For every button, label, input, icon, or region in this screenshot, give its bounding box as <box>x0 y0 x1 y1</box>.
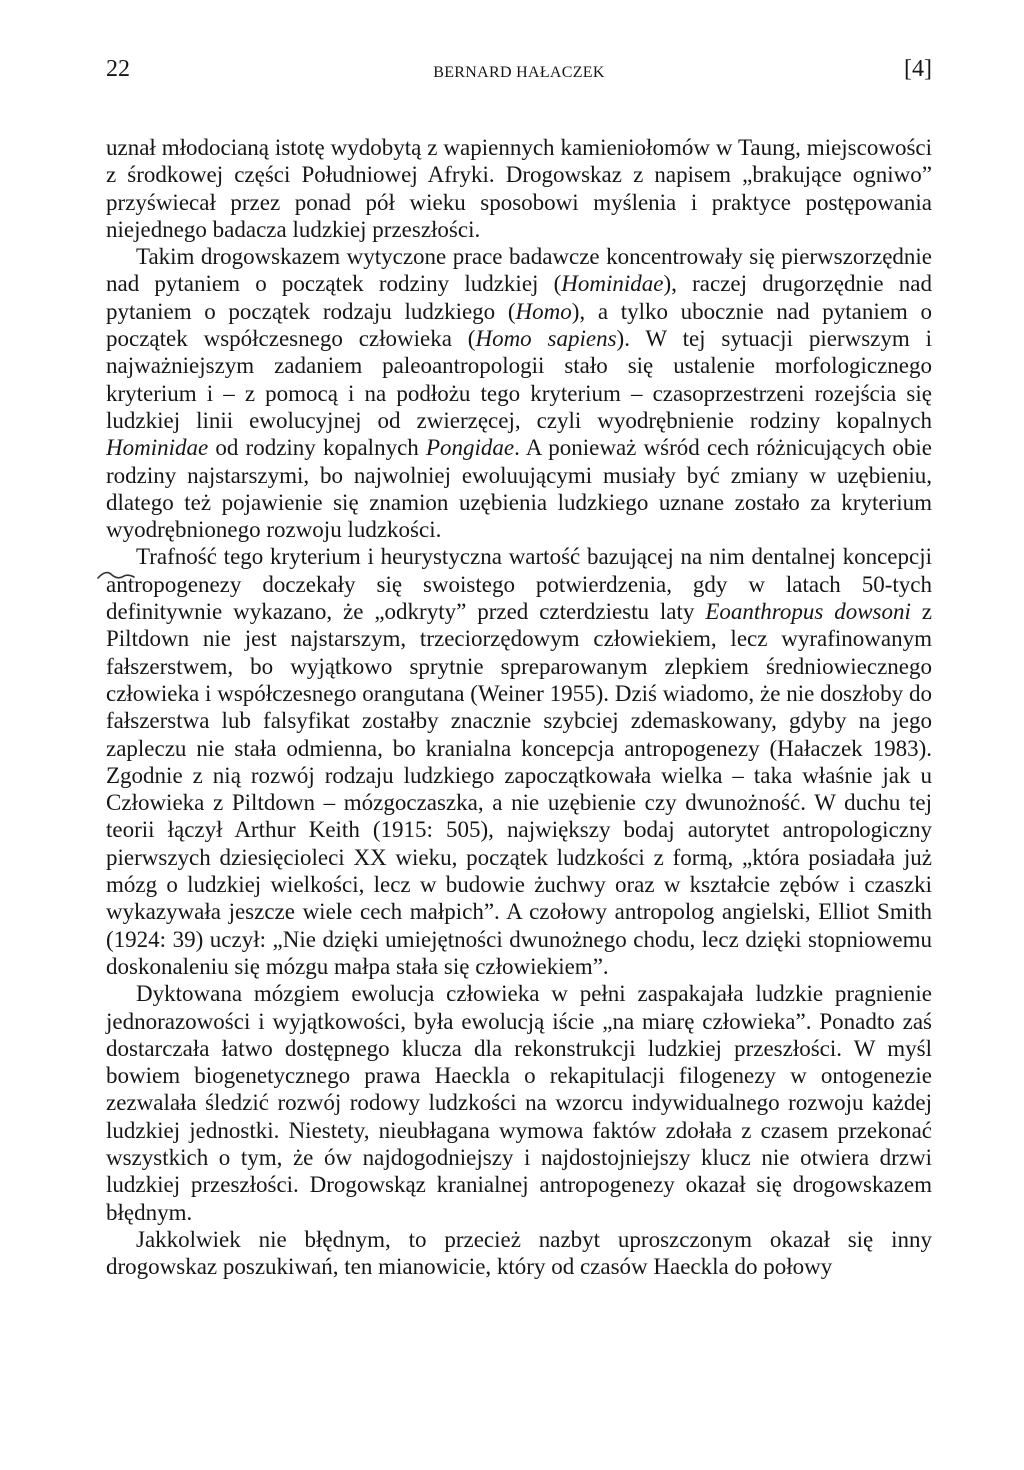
italic-term: Hominidae <box>106 435 209 461</box>
italic-term: Pongidae <box>425 435 515 461</box>
text-run: z Piltdown nie jest najstarszym, trzeciorzędowym człowiekiem, lecz wyrafinowanym fałszerstwem, bo wyjątkowo sprytnie spreparowanym zlepkiem średniowiecznego człowieka i współczesnego orangutana (Weiner 1955). Dziś wiadomo, że nie doszłoby do fałszerstwa lub falsyfikat zostałby znacznie szybciej zdemaskowany, gdyby na jego zapleczu nie stała odmienna, bo kranialna koncepcja antropogenezy (Hałaczek 1983). Zgodnie z nią rozwój rodzaju ludzkiego zapoczątkowała wielka – taka właśnie jak u Człowieka z Piltdown – mózgoczaszka, a nie uzębienie czy dwunożność. W duchu tej teorii łączył Arthur Keith (1915: 505), największy bodaj autorytet antropologiczny pierwszych dziesięcioleci XX wieku, początek ludzkości z formą, „która posiadała już mózg o ludzkiej wielkości, lecz w budowie żuchwy oraz w kształcie zębów i czaszki wykazywała jeszcze wiele cech małpich”. A czołowy antropolog angielski, Elliot Smith (1924: 39) uczył: „Nie dzięki umiejętności dwunożnego chodu, lecz dzięki stopniowemu doskonaleniu się mózgu małpa stała się człowiekiem”. <box>106 599 932 979</box>
paragraph-3 <box>106 543 932 980</box>
italic-term: Homo <box>515 298 572 324</box>
text-run: Jakkolwiek nie błędnym, to przecież nazbyt uproszczonym okazał się inny drogowskaz poszukiwań, ten mianowicie, który od czasów Haeckla do połowy <box>106 1226 932 1280</box>
text-run: Trafność tego kryterium i heurystyczna wartość bazującej na nim dentalnej koncepcji antropogenezy doczekały się swoistego potwierdzenia, gdy w latach 50-tych definitywnie wykazano, że „odkryty” przed czterdziestu laty <box>106 544 932 625</box>
paragraph-5 <box>106 1226 932 1281</box>
text-run: . A ponieważ wśród cech różnicujących obie rodziny najstarszymi, bo najwolniej ewoluującymi musiały być zmiany w uzębieniu, dlatego też pojawienie się znamion uzębienia ludzkiego uznane zostało za kryterium wyodrębnionego rozwoju ludzkości. <box>106 435 932 543</box>
text-run: Dyktowana mózgiem ewolucja człowieka w pełni zaspakajała ludzkie pragnienie jednorazowości i wyjątkowości, była ewolucją iście „na miarę człowieka”. Ponadto zaś dostarczała łatwo dostępnego klucza dla rekonstrukcji ludzkiej przeszłości. W myśl bowiem biogenetycznego prawa Haeckla o rekapitulacji filogenezy w ontogenezie zezwalała śledzić rozwój rodowy ludzkości na wzorcu indywidualnego rozwoju każdej ludzkiej jednostki. Niestety, nieubłagana wymowa faktów zdołała z czasem przekonać wszystkich o tym, że ów najdogodniejszy i najdostojniejszy klucz nie otwiera drzwi ludzkiej przeszłości. Drogowskąz kranialnej antropogenezy okazał się drogowskazem błędnym. <box>106 981 932 1225</box>
running-head: BERNARD HAŁACZEK <box>433 64 605 81</box>
text-run: ), raczej drugorzędnie nad pytaniem o początek rodzaju ludzkiego ( <box>106 271 932 324</box>
paragraph-2 <box>106 243 932 543</box>
text-run: Takim drogowskazem wytyczone prace badawcze koncentrowały się pierwszorzędnie nad pytaniem o początek rodziny ludzkiej ( <box>106 244 932 297</box>
italic-term: Homo sapiens <box>475 326 617 352</box>
text-run: ), a tylko ubocznie nad pytaniem o początek współczesnego człowieka ( <box>106 298 932 352</box>
paragraph-1 <box>106 134 932 243</box>
text-run: uznał młodocianą istotę wydobytą z wapiennych kamieniołomów w Taung, miejscowości z środkowej części Południowej Afryki. Drogowskaz z napisem „brakujące ogniwo” przyświecał przez ponad pół wieku sposobowi myślenia i praktyce postępowania niejednego badacza ludzkiej przeszłości. <box>106 135 932 242</box>
italic-term: Hominidae <box>561 271 664 297</box>
page-header <box>106 56 932 96</box>
margin-pen-mark <box>96 566 136 586</box>
italic-term: Eoanthropus dowsoni <box>705 599 911 625</box>
paragraph-4 <box>106 980 932 1226</box>
page-number: 22 <box>106 56 130 82</box>
section-reference: [4] <box>904 56 932 82</box>
body-text <box>106 134 932 1280</box>
text-run: ). W tej sytuacji pierwszym i najważniejszym zadaniem paleoantropologii stało się ustalenie morfologicznego kryterium i – z pomocą i na podłożu tego kryterium – czasoprzestrzeni rozejścia się ludzkiej linii ewolucyjnej od zwierzęcej, czyli wyodrębnienie rodziny kopalnych <box>106 326 932 433</box>
text-run: od rodziny kopalnych <box>208 435 426 461</box>
